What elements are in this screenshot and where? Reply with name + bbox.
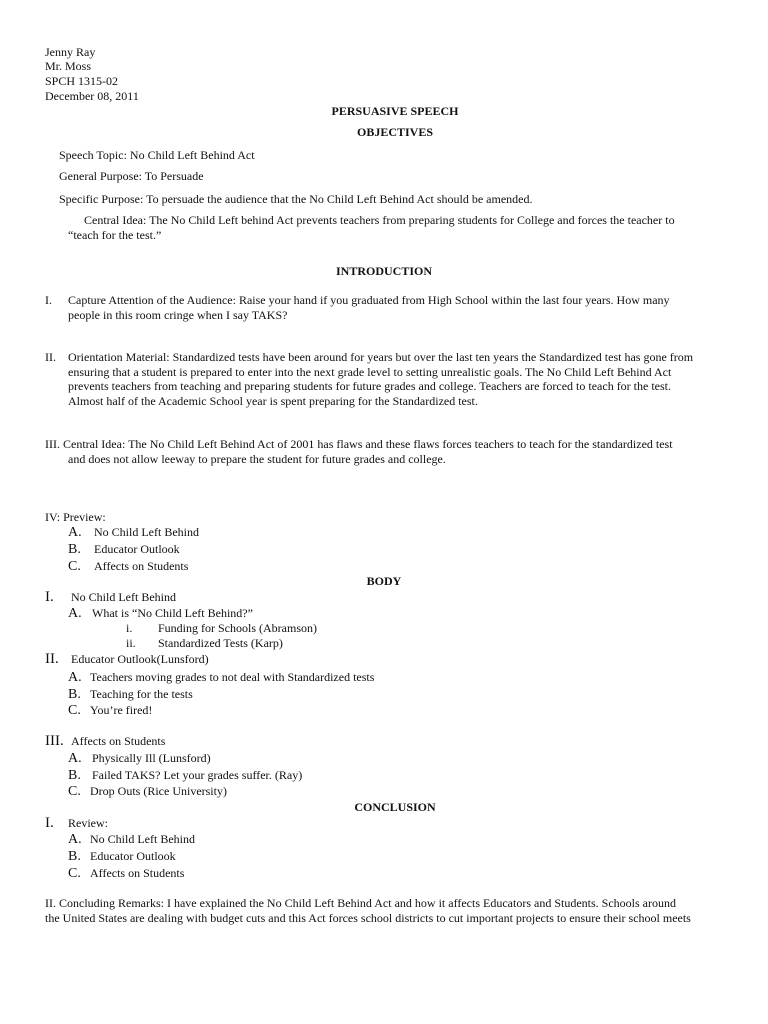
preview-item-a [68,525,199,540]
list-text: Teaching for the tests [90,687,193,701]
list-letter: B. [68,687,81,702]
sub-text: Funding for Schools (Abramson) [158,621,317,635]
intro-ii-line-1: Orientation Material: Standardized tests have been around for years but over the last ten years the Standardized test has gone from [68,350,694,364]
conclusion-i-point [45,816,108,831]
central-idea-line-1: Central Idea: The No Child Left behind Act prevents teachers from preparing students for College and forces the teacher to [84,213,675,227]
conclusion-i-text: Review: [68,816,108,830]
list-text: Physically Ill (Lunsford) [92,751,211,765]
body-iii-a [68,751,211,766]
review-item-b [68,849,176,864]
body-i-a-letter: A. [68,606,82,621]
preview-letter: A. [68,525,82,540]
intro-ii-line-4: Almost half of the Academic School year is spent preparing for the Standardized test. [68,394,478,408]
concluding-remarks-line-1: II. Concluding Remarks: I have explained the No Child Left Behind Act and how it affects Educators and Students. Schools around [45,896,676,910]
review-text: Affects on Students [90,866,185,880]
body-i-sub-ii [126,636,283,651]
body-iii-point [45,734,165,749]
specific-purpose: Specific Purpose: To persuade the audience that the No Child Left Behind Act should be amended. [59,192,533,206]
preview-item-b [68,542,180,557]
list-letter: C. [68,703,81,718]
intro-iii-line-1: III. Central Idea: The No Child Left Behind Act of 2001 has flaws and these flaws forces teachers to teach for the standardized test [45,437,673,451]
body-i-number: I. [45,589,54,605]
review-letter: A. [68,832,82,847]
sub-number: ii. [126,636,136,650]
objectives-heading: OBJECTIVES [356,125,434,139]
body-i-a-text: What is “No Child Left Behind?” [92,606,253,620]
list-text: Failed TAKS? Let your grades suffer. (Ray) [92,768,303,782]
list-text: You’re fired! [90,703,153,717]
body-ii-b [68,687,193,702]
intro-i-number: I. [45,293,52,307]
list-letter: A. [68,751,82,766]
body-ii-a [68,670,374,685]
preview-letter: B. [68,542,81,557]
body-ii-c [68,703,152,718]
intro-ii-line-3: prevents teachers from teaching and preparing students for future grades and college. Teachers are forced to teach for the test. [68,379,672,393]
list-letter: A. [68,670,82,685]
body-i-a [68,606,253,621]
body-ii-point [45,652,209,667]
introduction-heading: INTRODUCTION [335,264,432,278]
conclusion-heading: CONCLUSION [354,800,436,814]
review-item-a [68,832,195,847]
preview-text: Affects on Students [94,559,189,573]
sub-text: Standardized Tests (Karp) [158,636,283,650]
list-letter: B. [68,768,81,783]
body-iii-text: Affects on Students [71,734,166,748]
review-letter: B. [68,849,81,864]
preview-letter: C. [68,559,81,574]
speech-topic: Speech Topic: No Child Left Behind Act [59,148,255,162]
review-letter: C. [68,866,81,881]
body-i-sub-i [126,621,317,636]
review-text: No Child Left Behind [90,832,195,846]
body-ii-text: Educator Outlook(Lunsford) [71,652,209,666]
review-text: Educator Outlook [90,849,176,863]
body-ii-number: II. [45,651,59,667]
body-iii-c [68,784,227,799]
preview-item-c [68,559,188,574]
intro-i-line-2: people in this room cringe when I say TAKS? [68,308,288,322]
preview-text: No Child Left Behind [94,525,199,539]
intro-i-line-1: Capture Attention of the Audience: Raise your hand if you graduated from High School within the last four years. How many [68,293,670,307]
conclusion-i-number: I. [45,815,54,831]
document-date: December 08, 2011 [45,89,139,103]
body-i-point [45,590,176,605]
body-heading: BODY [366,574,402,588]
sub-number: i. [126,621,133,635]
intro-ii-number: II. [45,350,56,364]
review-item-c [68,866,184,881]
instructor-name: Mr. Moss [45,59,92,73]
list-letter: C. [68,784,81,799]
preview-label: IV: Preview: [45,510,106,524]
body-iii-b [68,768,302,783]
preview-text: Educator Outlook [94,542,180,556]
intro-iii-line-2: and does not allow leeway to prepare the student for future grades and college. [68,452,446,466]
course-code: SPCH 1315-02 [45,74,119,88]
concluding-remarks-line-2: the United States are dealing with budget cuts and this Act forces school districts to cut important projects to ensure their school meets [45,911,691,925]
general-purpose: General Purpose: To Persuade [59,169,204,183]
list-text: Drop Outs (Rice University) [90,784,227,798]
list-text: Teachers moving grades to not deal with Standardized tests [90,670,375,684]
document-title: PERSUASIVE SPEECH [331,104,459,118]
intro-ii-line-2: ensuring that a student is prepared to enter into the next grade level to setting unrealistic goals. The No Child Left Behind Act [68,365,672,379]
body-i-text: No Child Left Behind [71,590,176,604]
central-idea-line-2: “teach for the test.” [68,228,162,242]
author-name: Jenny Ray [45,45,96,59]
body-iii-number: III. [45,733,64,749]
